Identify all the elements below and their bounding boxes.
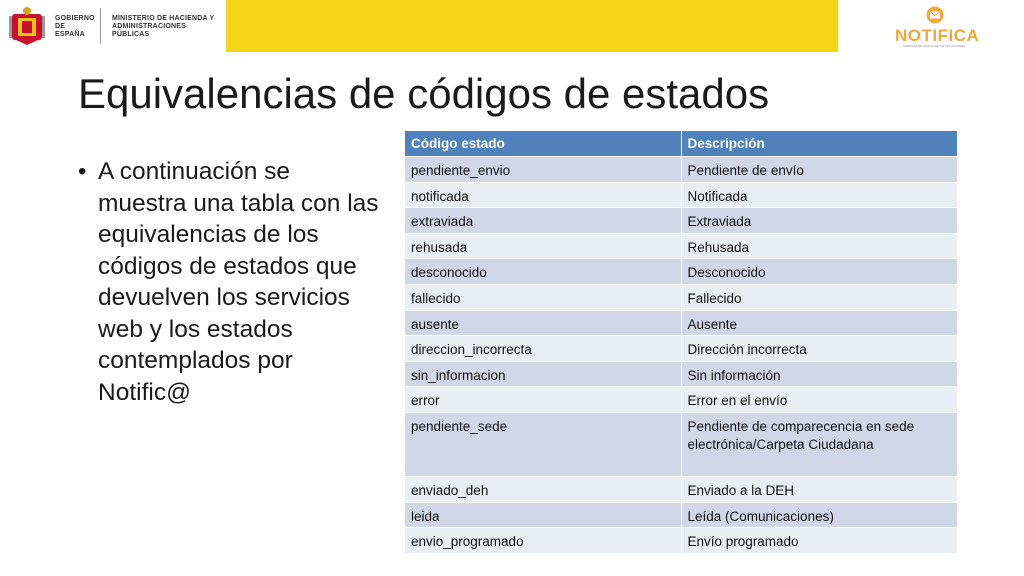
- table-row: [405, 233, 958, 259]
- cell-code: enviado_deh: [405, 476, 682, 502]
- cell-description: Extraviada: [681, 208, 958, 234]
- notifica-logo: [895, 4, 980, 48]
- cell-code: notificada: [405, 182, 682, 208]
- cell-description: Envío programado: [681, 528, 958, 554]
- cell-description: Notificada: [681, 182, 958, 208]
- header-code: Código estado: [405, 131, 682, 157]
- cell-code: extraviada: [405, 208, 682, 234]
- header-description: Descripción: [681, 131, 958, 157]
- bullet-icon: •: [78, 158, 87, 185]
- cell-code: leida: [405, 502, 682, 528]
- table-header-row: [405, 131, 958, 157]
- cell-code: pendiente_sede: [405, 412, 682, 476]
- table-row: [405, 502, 958, 528]
- cell-code: rehusada: [405, 233, 682, 259]
- cell-description: Leída (Comunicaciones): [681, 502, 958, 528]
- cell-description: Ausente: [681, 310, 958, 336]
- logo-text: NOTIFICA: [895, 26, 980, 45]
- coat-of-arms-icon: [8, 6, 46, 46]
- logo-subtitle: SERVICIO DE AVISOS DE NOTIFICACIONES: [902, 44, 966, 48]
- cell-description: Pendiente de comparecencia en sede electrónica/Carpeta Ciudadana: [681, 412, 958, 476]
- table-row: [405, 387, 958, 413]
- cell-description: Enviado a la DEH: [681, 476, 958, 502]
- cell-description: Desconocido: [681, 259, 958, 285]
- cell-code: pendiente_envio: [405, 157, 682, 183]
- table-row: [405, 157, 958, 183]
- table-row: [405, 361, 958, 387]
- cell-code: envio_programado: [405, 528, 682, 554]
- cell-code: sin_informacion: [405, 361, 682, 387]
- table-row: [405, 182, 958, 208]
- cell-description: Pendiente de envío: [681, 157, 958, 183]
- gov-label: GOBIERNO DE ESPAÑA: [55, 15, 95, 38]
- cell-code: desconocido: [405, 259, 682, 285]
- slide-title: Equivalencias de códigos de estados: [78, 70, 770, 117]
- table-row: [405, 284, 958, 310]
- cell-description: Sin información: [681, 361, 958, 387]
- cell-code: error: [405, 387, 682, 413]
- table-row: [405, 528, 958, 554]
- ministry-label: MINISTERIO DE HACIENDA Y ADMINISTRACIONES PÚBLICAS: [112, 15, 215, 38]
- table-row: [405, 259, 958, 285]
- cell-code: ausente: [405, 310, 682, 336]
- cell-description: Rehusada: [681, 233, 958, 259]
- cell-code: fallecido: [405, 284, 682, 310]
- cell-description: Fallecido: [681, 284, 958, 310]
- cell-description: Dirección incorrecta: [681, 336, 958, 362]
- table-row: [405, 310, 958, 336]
- table-row: [405, 208, 958, 234]
- government-logo-block: [0, 0, 226, 52]
- cell-code: direccion_incorrecta: [405, 336, 682, 362]
- table-row: [405, 412, 958, 476]
- table-row: [405, 476, 958, 502]
- table-row: [405, 336, 958, 362]
- envelope-icon: [926, 6, 944, 24]
- bullet-text: A continuación se muestra una tabla con las equivalencias de los códigos de estados que devuelven los servicios web y los estados contemplados por Notific@: [98, 158, 379, 406]
- status-table: [404, 130, 958, 554]
- gov-divider: [100, 8, 101, 44]
- cell-description: Error en el envío: [681, 387, 958, 413]
